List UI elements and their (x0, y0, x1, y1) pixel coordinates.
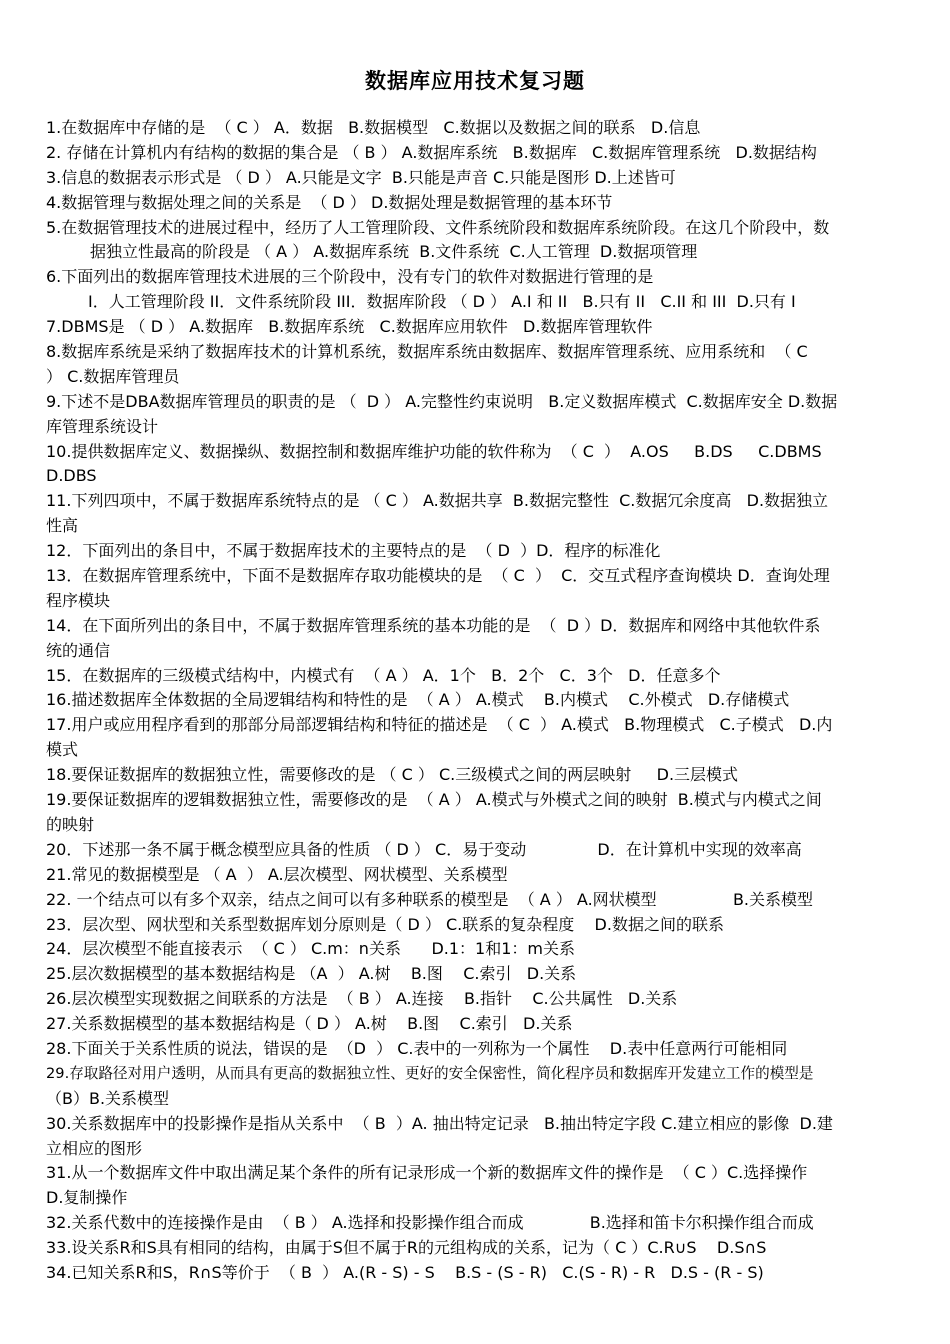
text-line: 24．层次模型不能直接表示 （ C ） C.m：n关系 D.1：1和1：m关系 (46, 939, 575, 959)
text-line: D.复制操作 (46, 1188, 128, 1208)
text-line: 1.在数据库中存储的是 （ C ） A．数据 B.数据模型 C.数据以及数据之间的联系 D.信息 (46, 118, 701, 137)
text-line: 8.数据库系统是采纳了数据库技术的计算机系统，数据库系统由数据库、数据库管理系统、应用系统和 （ C (46, 342, 808, 362)
text-line: 27.关系数据模型的基本数据结构是（ D ） A.树 B.图 C.索引 D.关系 (46, 1014, 573, 1034)
text-line: 库管理系统设计 (46, 416, 159, 436)
text-line: 18.要保证数据库的数据独立性，需要修改的是 （ C ） C.三级模式之间的两层映射 D.三层模式 (46, 765, 739, 785)
text-line: D.DBS (46, 466, 97, 486)
text-line: 统的通信 (46, 640, 111, 660)
text-line: 26.层次模型实现数据之间联系的方法是 （ B ） A.连接 B.指针 C.公共属性 D.关系 (46, 989, 678, 1009)
text-line: 12．下面列出的条目中，不属于数据库技术的主要特点的是 （ D ）D．程序的标准化 (46, 541, 661, 561)
text-line: 5.在数据管理技术的进展过程中，经历了人工管理阶段、文件系统阶段和数据库系统阶段。在这几个阶段中，数 (46, 217, 830, 237)
text-line: 33.设关系R和S具有相同的结构，由属于S但不属于R的元组构成的关系，记为（ C ）C.R∪S D.S∩S (46, 1238, 767, 1258)
text-line: 15．在数据库的三级模式结构中，内模式有 （ A ） A．1个 B．2个 C．3个 D．任意多个 (46, 665, 721, 685)
text-line: 25.层次数据模型的基本数据结构是 （A ） A.树 B.图 C.索引 D.关系 (46, 964, 577, 984)
text-line: 34.已知关系R和S，R∩S等价于 （ B ） A.(R - S) - S B.S - (S - R) C.(S - R) - R D.S - (R - S) (46, 1262, 764, 1282)
text-line: 30.关系数据库中的投影操作是指从关系中 （ B ）A. 抽出特定记录 B.抽出特定字段 C.建立相应的影像 D.建 (46, 1113, 833, 1133)
text-line: 19.要保证数据库的逻辑数据独立性，需要修改的是 （ A ） A.模式与外模式之间的映射 B.模式与内模式之间 (46, 790, 822, 810)
text-line: 14．在下面所列出的条目中，不属于数据库管理系统的基本功能的是 （ D ）D．数据库和网络中其他软件系 (46, 615, 821, 635)
text-line: 16.描述数据库全体数据的全局逻辑结构和特性的是 （ A ） A.模式 B.内模式 C.外模式 D.存储模式 (46, 690, 790, 710)
text-line: （B）B.关系模型 (46, 1088, 170, 1108)
text-line: 29.存取路径对用户透明，从而具有更高的数据独立性、更好的安全保密性，简化程序员和数据库开发建立工作的模型是 (46, 1064, 814, 1082)
text-line: 23．层次型、网状型和关系型数据库划分原则是（ D ） C.联系的复杂程度 D.数据之间的联系 (46, 914, 724, 934)
text-line: 4.数据管理与数据处理之间的关系是 （ D ） D.数据处理是数据管理的基本环节 (46, 192, 613, 212)
text-line: 13．在数据库管理系统中，下面不是数据库存取功能模块的是 （ C ） C．交互式程序查询模块 D．查询处理 (46, 566, 830, 586)
text-line: 的映射 (46, 814, 95, 834)
text-line: 17.用户或应用程序看到的那部分局部逻辑结构和特征的描述是 （ C ） A.模式 B.物理模式 C.子模式 D.内 (46, 715, 833, 735)
text-line: 20．下述那一条不属于概念模型应具备的性质 （ D ） C．易于变动 D．在计算机中实现的效率高 (46, 839, 802, 859)
text-line: 性高 (46, 516, 79, 536)
text-line: 模式 (46, 740, 79, 760)
document-title: 数据库应用技术复习题 (365, 69, 585, 93)
text-line: 立相应的图形 (46, 1138, 143, 1158)
text-line: 7.DBMS是 （ D ） A.数据库 B.数据库系统 C.数据库应用软件 D.数据库管理软件 (46, 317, 653, 337)
text-line: 10.提供数据库定义、数据操纵、数据控制和数据库维护功能的软件称为 （ C ） A.OS B.DS C.DBMS (46, 441, 822, 461)
text-line: 程序模块 (46, 590, 111, 610)
text-line: I．人工管理阶段 II．文件系统阶段 III．数据库阶段 （ D ） A.I 和 II B.只有 II C.II 和 III D.只有 I (88, 292, 796, 312)
question-list (46, 116, 908, 1286)
text-line: 据独立性最高的阶段是 （ A ） A.数据库系统 B.文件系统 C.人工管理 D.数据项管理 (90, 242, 698, 262)
text-line: 3.信息的数据表示形式是 （ D ） A.只能是文字 B.只能是声音 C.只能是图形 D.上述皆可 (46, 167, 676, 187)
text-line: 21.常见的数据模型是 （ A ） A.层次模型、网状模型、关系模型 (46, 864, 508, 884)
text-line: 6.下面列出的数据库管理技术进展的三个阶段中，没有专门的软件对数据进行管理的是 (46, 267, 654, 287)
text-line: 2. 存储在计算机内有结构的数据的集合是 （ B ） A.数据库系统 B.数据库 C.数据库管理系统 D.数据结构 (46, 142, 817, 162)
text-line: 9.下述不是DBA数据库管理员的职责的是 （ D ） A.完整性约束说明 B.定义数据库模式 C.数据库安全 D.数据 (46, 391, 838, 411)
text-line: 32.关系代数中的连接操作是由 （ B ） A.选择和投影操作组合而成 B.选择和笛卡尔积操作组合而成 (46, 1213, 814, 1233)
text-line: 22. 一个结点可以有多个双亲，结点之间可以有多种联系的模型是 （ A ） A.网状模型 B.关系模型 (46, 889, 814, 909)
text-line: ） C.数据库管理员 (46, 366, 180, 386)
text-line: 31.从一个数据库文件中取出满足某个条件的所有记录形成一个新的数据库文件的操作是 （ C ）C.选择操作 (46, 1163, 808, 1183)
text-line: 11.下列四项中，不属于数据库系统特点的是 （ C ） A.数据共享 B.数据完整性 C.数据冗余度高 D.数据独立 (46, 491, 829, 511)
text-line: 28.下面关于关系性质的说法，错误的是 （D ） C.表中的一列称为一个属性 D.表中任意两行可能相同 (46, 1038, 788, 1058)
